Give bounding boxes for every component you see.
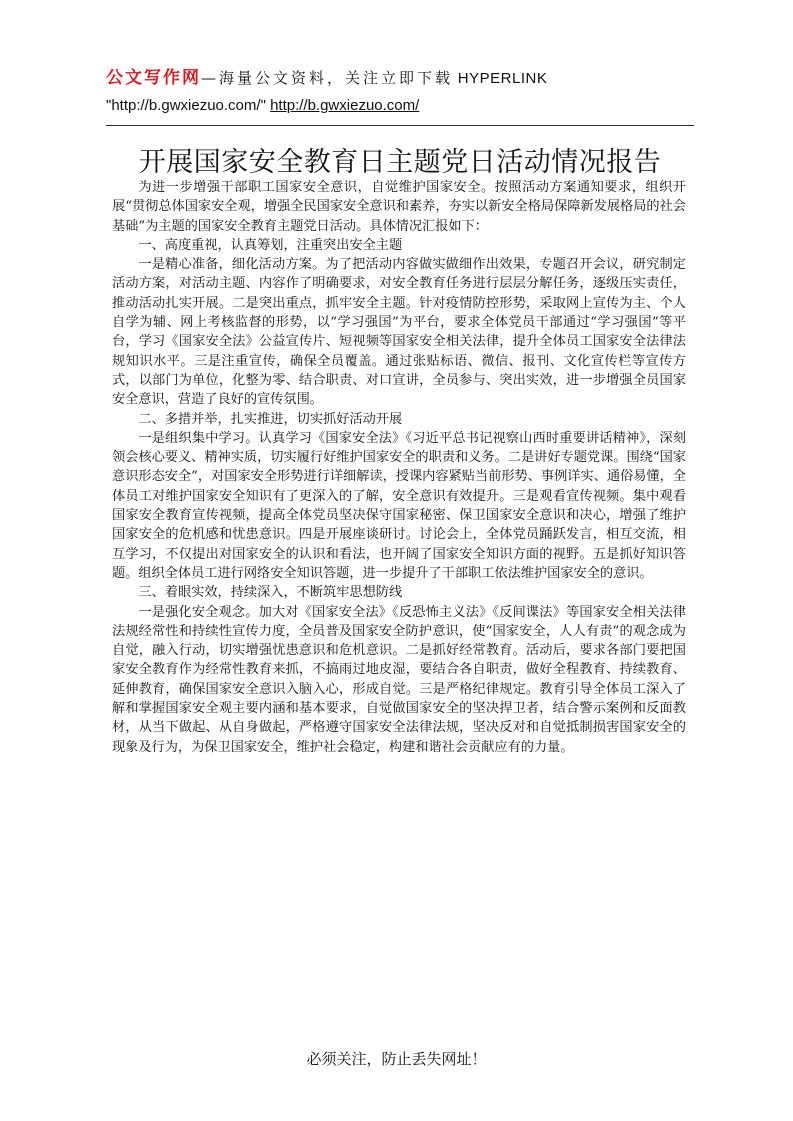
paragraph-section-1: 一是精心准备，细化活动方案。为了把活动内容做实做细作出效果，专题召开会议，研究制定活动方案，对活动主题、内容作了明确要求，对安全教育任务进行层层分解任务，逐级压实责任，推动活动扎实开展。二是突出重点，抓牢安全主题。针对疫情防控形势，采取网上宣传为主、个人自学为辅、网上考核监督的形势，以“学习强国”为平台，要求全体党员干部通过“学习强国”等平台，学习《国家安全法》公益宣传片、短视频等国家安全相关法律，提升全体员工国家安全法律法规知识水平。三是注重宣传，确保全员覆盖。通过张贴标语、微信、报刊、文化宣传栏等宣传方式，以部门为单位，化整为零、结合职责、对口宣讲，全员参与、突出实效，进一步增强全员国家安全意识，营造了良好的宣传氛围。 — [112, 257, 686, 408]
header-tagline: —海量公文资料，关注立即下载 — [201, 69, 454, 87]
site-link[interactable]: http://b.gwxiezuo.com/ — [270, 97, 420, 114]
header-divider — [106, 125, 694, 126]
footer-notice: 必须关注，防止丢失网址！ — [306, 1050, 487, 1068]
url-quoted: "http://b.gwxiezuo.com/" — [106, 97, 266, 114]
section-heading-1: 一、高度重视，认真筹划，注重突出安全主题 — [138, 237, 403, 253]
header-banner — [106, 63, 696, 88]
brand-name[interactable]: 公文写作网 — [106, 68, 201, 88]
paragraph-intro: 为进一步增强干部职工国家安全意识，自觉维护国家安全。按照活动方案通知要求，组织开展“贯彻总体国家安全观，增强全民国家安全意识和素养，夯实以新安全格局保障新发展格局的社会基础”为主题的国家安全教育主题党日活动。具体情况汇报如下： — [112, 180, 686, 234]
section-heading-2: 二、多措并举，扎实推进，切实抓好活动开展 — [138, 411, 403, 427]
hyperlink-label: HYPERLINK — [457, 70, 548, 87]
section-heading-3: 三、着眼实效，持续深入，不断筑牢思想防线 — [138, 585, 403, 601]
paragraph-section-3: 一是强化安全观念。加大对《国家安全法》《反恐怖主义法》《反间谍法》等国家安全相关法律法规经常性和持续性宣传力度，全员普及国家安全防护意识，使“国家安全，人人有责”的观念成为自觉，融入行动，切实增强忧患意识和危机意识。二是抓好经常教育。活动后，要求各部门要把国家安全教育作为经常性教育来抓，不搞雨过地皮湿，要结合各自职责，做好全程教育、持续教育、延伸教育，确保国家安全意识入脑入心，形成自觉。三是严格纪律规定。教育引导全体员工深入了解和掌握国家安全观主要内涵和基本要求，自觉做国家安全的坚决捍卫者，结合警示案例和反面教材，从当下做起、从自身做起，严格遵守国家安全法律法规，坚决反对和自觉抵制损害国家安全的现象及行为，为保卫国家安全，维护社会稳定，构建和谐社会贡献应有的力量。 — [112, 604, 686, 755]
document-body — [112, 178, 686, 757]
document-title: 开展国家安全教育日主题党日活动情况报告 — [138, 147, 662, 178]
header-url-line — [106, 97, 696, 114]
paragraph-section-2: 一是组织集中学习。认真学习《国家安全法》《习近平总书记视察山西时重要讲话精神》，深刻领会核心要义、精神实质，切实履行好维护国家安全的职责和义务。二是讲好专题党课。围绕“国家意识形态安全”，对国家安全形势进行详细解读，授课内容紧贴当前形势、事例详实、通俗易懂，全体员工对维护国家安全知识有了更深入的了解，安全意识有效提升。三是观看宣传视频。集中观看国家安全教育宣传视频，提高全体党员坚决保守国家秘密、保卫国家安全意识和决心，增强了维护国家安全的危机感和忧患意识。四是开展座谈研讨。讨论会上，全体党员踊跃发言，相互交流，相互学习，不仅提出对国家安全的认识和看法，也开阔了国家安全知识方面的视野。五是抓好知识答题。组织全体员工进行网络安全知识答题，进一步提升了干部职工依法维护国家安全的意识。 — [112, 430, 686, 581]
